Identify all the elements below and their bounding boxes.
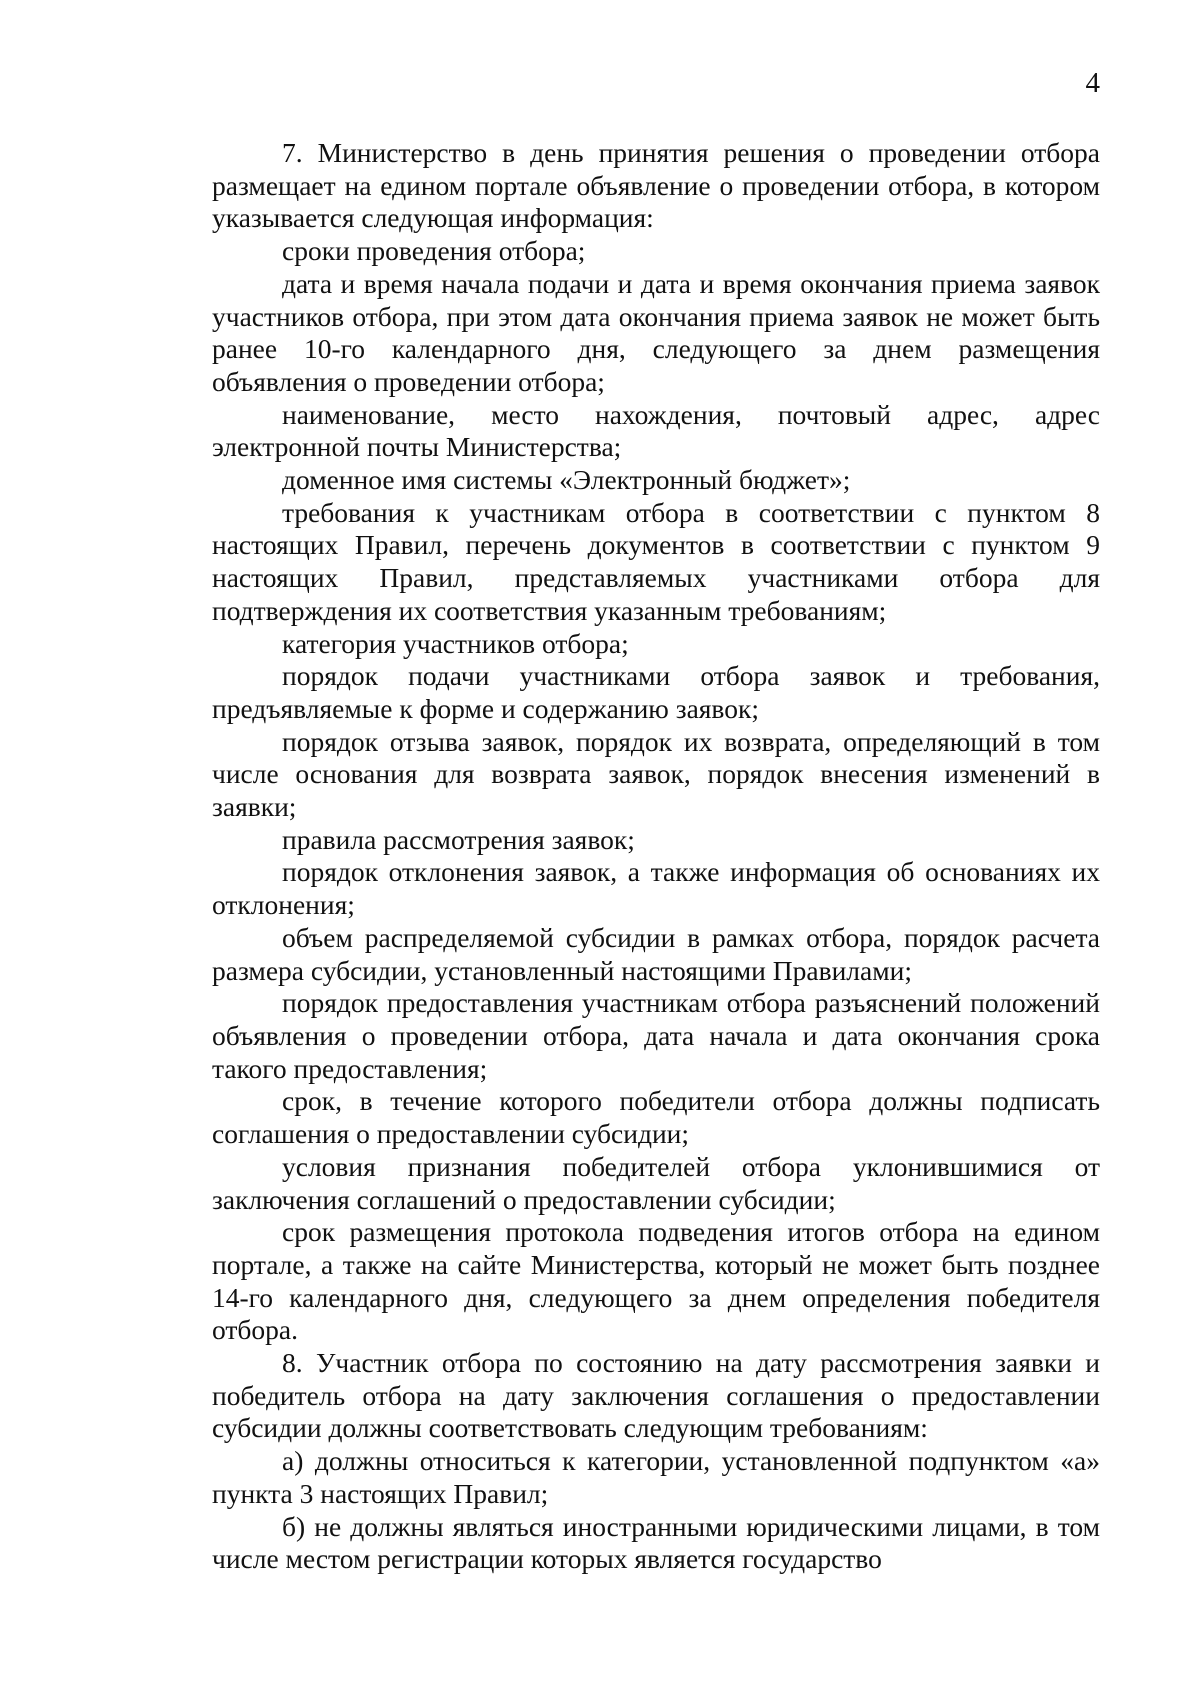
paragraph-application-dates: дата и время начала подачи и дата и время окончания приема заявок участников отбора, при этом дата окончания приема заявок не может быть ранее 10-го календарного дня, следующего за днем размещения объявления о проведении отбора; (212, 267, 1100, 397)
paragraph-ministry-address: наименование, место нахождения, почтовый адрес, адрес электронной почты Министерства; (212, 398, 1100, 463)
page-number: 4 (1085, 67, 1100, 99)
document-body (212, 137, 1100, 1576)
paragraph-protocol-posting: срок размещения протокола подведения итогов отбора на едином портале, а также на сайте Министерства, который не может быть позднее 14-го календарного дня, следующего за днем определения победителя отбора. (212, 1216, 1100, 1346)
paragraph-rejection-procedure: порядок отклонения заявок, а также информация об основаниях их отклонения; (212, 856, 1100, 921)
paragraph-withdrawal-procedure: порядок отзыва заявок, порядок их возврата, определяющий в том числе основания для возврата заявок, порядок внесения изменений в заявки; (212, 725, 1100, 823)
paragraph-item-8b: б) не должны являться иностранными юридическими лицами, в том числе местом регистрации которых является государство (212, 1510, 1100, 1575)
paragraph-review-rules: правила рассмотрения заявок; (282, 823, 635, 855)
paragraph-clarifications: порядок предоставления участникам отбора разъяснений положений объявления о проведении отбора, дата начала и дата окончания срока такого предоставления; (212, 987, 1100, 1084)
paragraph-signing-deadline: срок, в течение которого победители отбора должны подписать соглашения о предоставлении субсидии; (212, 1085, 1100, 1150)
paragraph-selection-dates: сроки проведения отбора; (282, 235, 586, 267)
paragraph-item-8: 8. Участник отбора по состоянию на дату рассмотрения заявки и победитель отбора на дату заключения соглашения о предоставлении субсидии должны соответствовать следующим требованиям: (212, 1347, 1100, 1444)
paragraph-submission-procedure: порядок подачи участниками отбора заявок и требования, предъявляемые к форме и содержанию заявок; (212, 660, 1100, 724)
paragraph-subsidy-volume: объем распределяемой субсидии в рамках отбора, порядок расчета размера субсидии, установленный настоящими Правилами; (212, 921, 1100, 986)
paragraph-domain-name: доменное имя системы «Электронный бюджет»; (282, 464, 851, 496)
paragraph-item-8a: а) должны относиться к категории, установленной подпунктом «а» пункта 3 настоящих Правил; (212, 1445, 1100, 1509)
paragraph-participant-requirements: требования к участникам отбора в соответствии с пунктом 8 настоящих Правил, перечень документов в соответствии с пунктом 9 настоящих Правил, представляемых участниками отбора для подтверждения их соответствия указанным требованиям; (212, 496, 1100, 626)
paragraph-evasion-conditions: условия признания победителей отбора уклонившимися от заключения соглашений о предоставлении субсидии; (212, 1150, 1100, 1215)
paragraph-participant-category: категория участников отбора; (282, 627, 629, 659)
paragraph-item-7: 7. Министерство в день принятия решения о проведении отбора размещает на едином портале объявление о проведении отбора, в котором указывается следующая информация: (212, 137, 1100, 234)
